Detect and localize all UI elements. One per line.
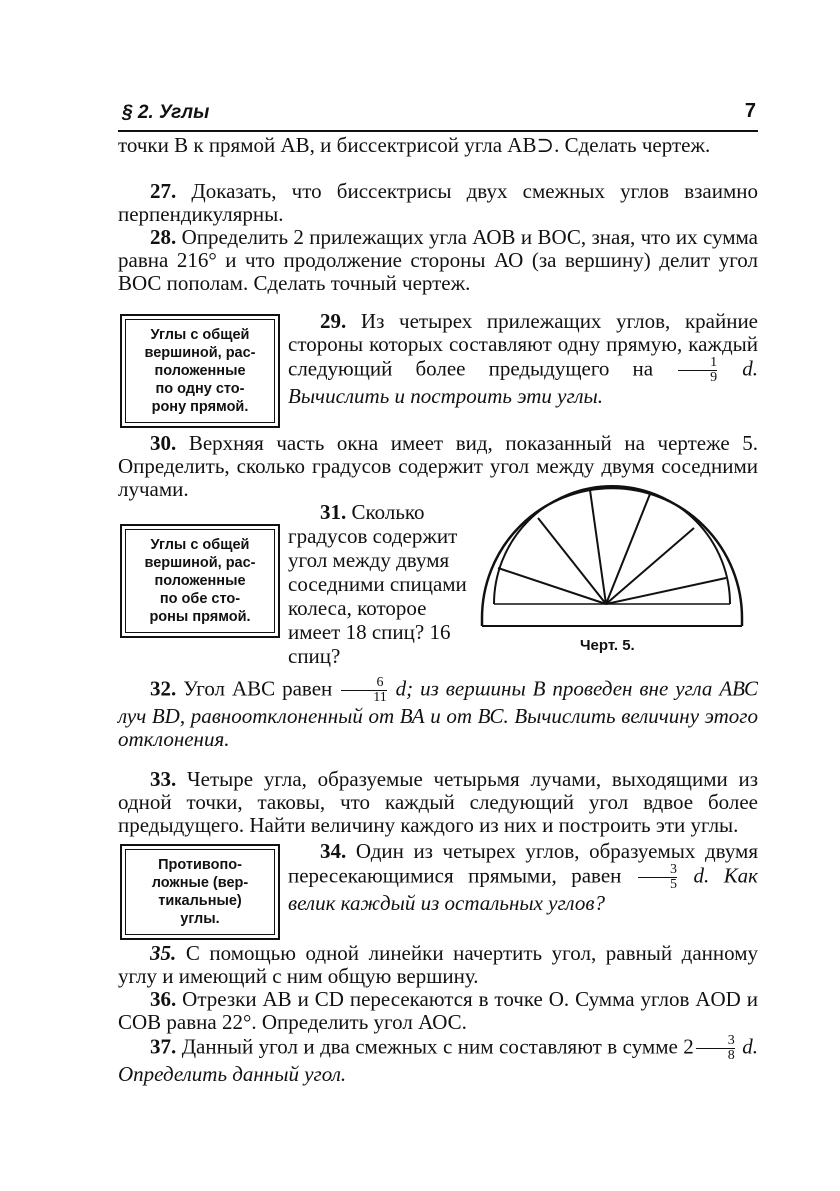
fraction-denominator: 9 [678, 370, 717, 385]
sidebar-box-3 [120, 844, 280, 940]
figure-caption: Черт. 5. [580, 637, 635, 654]
ray-6 [606, 578, 726, 604]
problem-text: d. Вычислить и построить эти углы. [288, 356, 759, 408]
sidebar-text: Углы с общей вершиной, рас- положенные по одну сто- рону прямой. [125, 319, 275, 423]
problem-33 [118, 768, 758, 837]
problem-28 [118, 226, 758, 295]
figure-5-window-semicircle [472, 478, 752, 648]
problem-text: Определить 2 прилежащих угла АОВ и ВОС, зная, что их сумма равна 216° и что продолжение стороны АО (за вершину) делит угол ВОС пополам. Сделать точный чертеж. [118, 225, 758, 295]
fraction-numerator: 1 [710, 355, 718, 370]
problem-26-continuation [118, 134, 758, 157]
problem-number: 29. [320, 309, 347, 333]
fraction-numerator: 6 [376, 675, 384, 690]
problem-number: 27. [150, 179, 177, 203]
problem-text: Данный угол и два смежных с ним составляют в сумме 2 [181, 1034, 694, 1059]
problem-34 [288, 840, 758, 915]
problem-text: Один из четырех углов, образуемых двумя пересекающимися прямыми, равен [288, 839, 758, 888]
problem-text: Сколько градусов содержит угол между двумя соседними спицами колеса, которое имеет 18 спиц? 16 спиц? [288, 500, 467, 668]
problem-text: Отрезки АВ и CD пересекаются в точке О. Сумма углов AOD и СОВ равна 22°. Определить угол АОС. [118, 987, 759, 1034]
problem-29 [288, 310, 758, 408]
problem-text: d; из вершины В проведен вне угла АВС луч BD, равноотклоненный от ВА и от ВС. Вычислить величину этого отклонения. [118, 676, 758, 751]
fraction-denominator: 11 [341, 690, 386, 705]
fraction-denominator: 8 [696, 1048, 735, 1063]
fraction [696, 1034, 735, 1063]
ray-4 [606, 494, 650, 604]
problem-text: d. Определить данный угол. [118, 1034, 758, 1086]
problem-32 [118, 676, 758, 751]
problem-text: Угол АВС равен [183, 676, 333, 701]
fraction [678, 356, 717, 385]
problem-number: 36. [150, 987, 177, 1011]
inner-arc [494, 486, 730, 604]
fraction-denominator: 5 [638, 877, 677, 892]
problem-number: 32. [150, 676, 177, 701]
problem-text: Четыре угла, образуемые четырьмя лучами, выходящими из одной точки, таковы, что каждый следующий угол вдвое более предыдущего. Найти величину каждого из них и построить эти углы. [118, 767, 758, 837]
section-title: § 2. Углы [122, 102, 210, 123]
fraction [638, 863, 677, 892]
running-header [118, 96, 758, 132]
problem-number: 35. [150, 941, 177, 965]
problem-text: d. Как велик каждый из остальных углов? [288, 863, 759, 915]
sidebar-text: Противопо- ложные (вер- тикальные) углы. [125, 849, 275, 935]
fraction-numerator: 3 [669, 862, 677, 877]
problem-36 [118, 988, 758, 1034]
problem-text: С помощью одной линейки начертить угол, равный данному углу и имеющий с ним общую вершину. [118, 941, 759, 988]
fraction [341, 676, 386, 705]
problem-text: Доказать, что биссектрисы двух смежных углов взаимно перпендикулярны. [118, 179, 758, 226]
problem-text: Из четырех прилежащих углов, крайние стороны которых составляют одну прямую, каждый следующий более предыдущего на [288, 309, 758, 381]
problem-37 [118, 1034, 758, 1086]
problem-35 [118, 942, 758, 988]
page-number: 7 [744, 100, 756, 122]
problem-27 [118, 180, 758, 226]
problem-number: 33. [150, 767, 177, 791]
sidebar-box-2 [120, 524, 280, 638]
problem-number: 34. [320, 839, 347, 863]
problem-number: 28. [150, 225, 177, 249]
sidebar-box-1 [120, 314, 280, 428]
problem-31 [288, 500, 468, 668]
sidebar-text: Углы с общей вершиной, рас- положенные по обе сто- роны прямой. [125, 529, 275, 633]
ray-1 [498, 568, 606, 604]
problem-number: 30. [150, 431, 177, 455]
ray-5 [606, 528, 694, 604]
problem-text: Верхняя часть окна имеет вид, показанный на чертеже 5. Определить, сколько градусов содержит угол между двумя соседними лучами. [118, 431, 759, 501]
problem-number: 37. [150, 1034, 177, 1059]
problem-text: точки В к прямой АВ, и биссектрисой угла АВ⊃. Сделать чертеж. [118, 133, 711, 157]
problem-number: 31. [320, 500, 347, 524]
fraction-numerator: 3 [727, 1033, 735, 1048]
